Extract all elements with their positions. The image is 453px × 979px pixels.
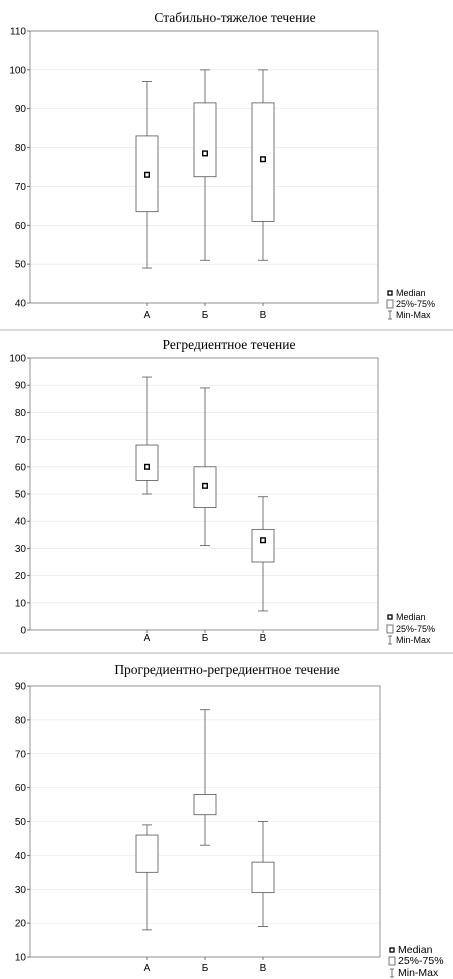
legend-box-label: 25%-75% — [396, 299, 436, 309]
box-Б — [194, 710, 216, 846]
y-tick-label: 70 — [14, 435, 26, 447]
chart-title: Регредиентное течение — [162, 337, 296, 352]
x-tick-label: Б — [201, 963, 209, 974]
chart-title: Прогредиентно-регредиентное течение — [114, 662, 340, 677]
x-tick-label: В — [259, 633, 267, 644]
legend-median-symbol — [388, 291, 392, 295]
y-tick-label: 30 — [14, 543, 26, 555]
legend-box-symbol — [387, 625, 393, 633]
x-tick-label: В — [259, 310, 267, 321]
iqr-box — [252, 529, 274, 562]
y-tick-label: 10 — [14, 952, 26, 964]
legend-whisker-label: Min-Max — [396, 635, 431, 645]
box-В — [252, 497, 274, 611]
y-tick-label: 80 — [14, 715, 26, 727]
x-tick-label: А — [143, 963, 151, 974]
legend-median-label: Median — [398, 944, 433, 956]
legend-box-symbol — [387, 300, 393, 308]
legend-median-symbol — [388, 615, 392, 619]
x-tick-label: А — [143, 310, 151, 321]
y-tick-label: 50 — [14, 259, 26, 271]
iqr-box — [136, 445, 158, 480]
y-tick-label: 40 — [14, 516, 26, 528]
legend-median-symbol — [390, 948, 394, 952]
y-tick-label: 110 — [10, 26, 26, 38]
x-tick-label: А — [143, 633, 151, 644]
y-tick-label: 30 — [14, 884, 26, 896]
y-tick-label: 90 — [14, 681, 26, 693]
y-tick-label: 100 — [9, 353, 26, 365]
y-tick-label: 70 — [14, 749, 26, 761]
legend-whisker-label: Min-Max — [396, 310, 431, 320]
y-tick-label: 50 — [14, 817, 26, 828]
box-Б — [194, 70, 216, 260]
legend-box-label: 25%-75% — [396, 624, 436, 634]
legend-box-label: 25%-75% — [398, 955, 444, 967]
median-marker — [203, 151, 208, 156]
legend-median-label: Median — [396, 612, 426, 622]
median-marker — [261, 538, 266, 543]
y-tick-label: 40 — [14, 850, 26, 862]
legend-median-label: Median — [396, 288, 426, 298]
y-tick-label: 10 — [14, 598, 26, 610]
median-marker — [145, 465, 150, 470]
median-marker — [261, 157, 266, 162]
chart-panel-2 — [9, 337, 435, 645]
box-А — [136, 82, 158, 269]
x-tick-label: Б — [201, 310, 209, 321]
legend — [387, 612, 435, 645]
iqr-box — [252, 862, 274, 892]
y-tick-label: 20 — [14, 571, 26, 583]
y-tick-label: 60 — [14, 462, 26, 474]
box-В — [252, 822, 274, 927]
legend — [389, 944, 444, 979]
y-tick-label: 20 — [14, 918, 26, 930]
box-А — [136, 825, 158, 930]
iqr-box — [194, 103, 216, 177]
y-tick-label: 50 — [14, 489, 26, 501]
y-tick-label: 90 — [14, 380, 26, 392]
y-tick-label: 80 — [14, 143, 26, 155]
x-tick-label: Б — [201, 633, 209, 644]
legend — [387, 288, 435, 320]
median-marker — [203, 484, 208, 489]
median-marker — [145, 172, 150, 177]
y-tick-label: 40 — [14, 298, 26, 310]
iqr-box — [136, 835, 158, 872]
y-tick-label: 70 — [14, 181, 26, 193]
y-tick-label: 60 — [14, 783, 26, 795]
chart-panel-3 — [15, 662, 444, 979]
chart-title: Стабильно-тяжелое течение — [154, 10, 316, 25]
y-tick-label: 90 — [14, 104, 26, 116]
x-tick-label: В — [259, 963, 267, 974]
chart-panel-1 — [9, 10, 435, 321]
legend-box-symbol — [389, 957, 395, 965]
box-Б — [194, 388, 216, 546]
iqr-box — [194, 794, 216, 814]
legend-whisker-label: Min-Max — [398, 967, 439, 979]
y-tick-label: 0 — [20, 625, 26, 637]
y-tick-label: 80 — [14, 407, 26, 419]
y-tick-label: 100 — [9, 65, 26, 77]
box-В — [252, 70, 274, 260]
y-tick-label: 60 — [14, 220, 26, 232]
box-А — [136, 377, 158, 494]
